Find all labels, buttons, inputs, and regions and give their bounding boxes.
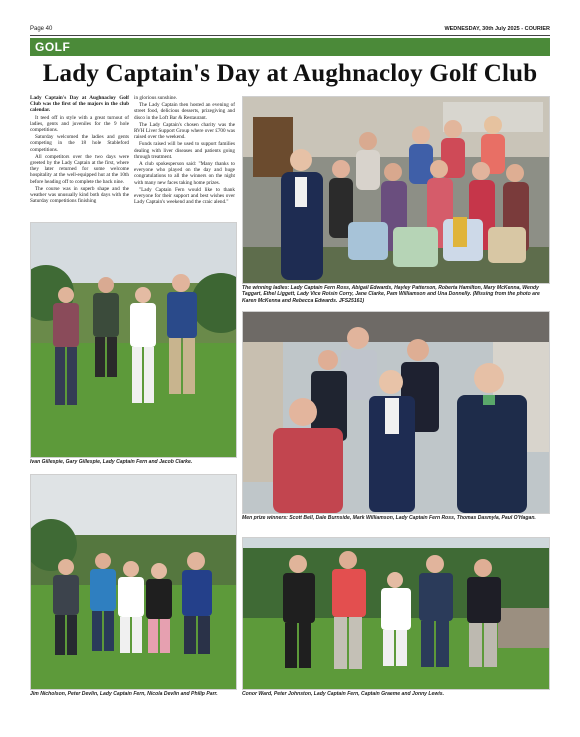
article-paragraph: Funds raised will be used to support families dealing with liver diseases and patients going through treatment. <box>134 141 235 160</box>
photo-men-winners <box>242 311 550 514</box>
top-rule <box>30 35 550 36</box>
article-paragraph: "Lady Captain Fern would like to thank everyone for their support and best wishes over Lady Captain's weekend and the craic alend." <box>134 186 235 206</box>
article-paragraph: The course was in superb shape and the weather was unusually kind both days with the Saturday competitions finishing <box>30 185 129 205</box>
article-column-1 <box>30 95 129 205</box>
article-paragraph: All competitors over the two days were greeted by the Lady Captain at the first, where they later returned for some welcome hospitality at the well-equipped hut at the 10th before heading off to complete the back nine. <box>30 153 129 185</box>
article-lead: Lady Captain's Day at Aughnacloy Golf Club was the first of the majors in the club calendar. <box>30 95 129 114</box>
caption-group-five-a: Jim Nicholson, Peter Devlin, Lady Captain Fern, Nicola Devlin and Philip Parr. <box>30 691 218 697</box>
photo-ladies-winners <box>242 96 550 284</box>
article-paragraph: in glorious sunshine. <box>134 95 178 101</box>
photo-group-five-a <box>30 474 237 690</box>
article-column-2 <box>134 95 235 206</box>
photo-group-four <box>30 222 237 458</box>
article-paragraph: It teed off in style with a great turnout of ladies, gents and juveniles for the 9 hole competitions. <box>30 114 129 134</box>
caption-group-five-b: Conor Ward, Peter Johnston, Lady Captain Fern, Captain Graeme and Jonny Lewis. <box>242 691 444 697</box>
page-number: Page 40 <box>30 26 53 32</box>
article-paragraph: Saturday welcomed the ladies and gents competing in the 18 hole Stableford competitions. <box>30 134 129 153</box>
dateline: WEDNESDAY, 30th July 2025 - COURIER <box>444 26 550 32</box>
article-paragraph: The Lady Captain then hosted an evening of street food, delicious desserts, prizegiving and disco in the Loft Bar & Restaurant. <box>134 102 235 121</box>
article-paragraph: The Lady Captain's chosen charity was the RVH Liver Support Group where over £700 was raised over the weekend. <box>134 121 235 141</box>
caption-group-four: Ivan Gillespie, Gary Gillespie, Lady Captain Fern and Jacob Clarke. <box>30 459 193 465</box>
caption-men-winners: Men prize winners: Scott Bell, Dale Burnside, Mark Williamson, Lady Captain Fern Ross, Thomas Dasmyla, Paul O'Hagan. <box>242 515 536 521</box>
headline: Lady Captain's Day at Aughnacloy Golf Club <box>42 60 538 87</box>
photo-group-five-b <box>242 537 550 690</box>
section-bar <box>30 38 550 56</box>
caption-ladies-winners: The winning ladies: Lady Captain Fern Ross, Abigail Edwards, Hayley Patterson, Roberta Hamilton, Mary McKenna, Wendy Taggart, Ethel Liggett, Lady Vice Roisin Corry, Jane Clarke, Pam Williamson and Una Donnelly. (Missing from the photo are Karen McKenna and Rebecca Edwards. JFS25161) <box>242 285 540 304</box>
section-label: GOLF <box>35 40 71 54</box>
article-paragraph: A club spokesperson said: "Many thanks to everyone who played on the day and huge congratulations to all the winners on the night with many new faces taking home prizes. <box>134 161 235 186</box>
